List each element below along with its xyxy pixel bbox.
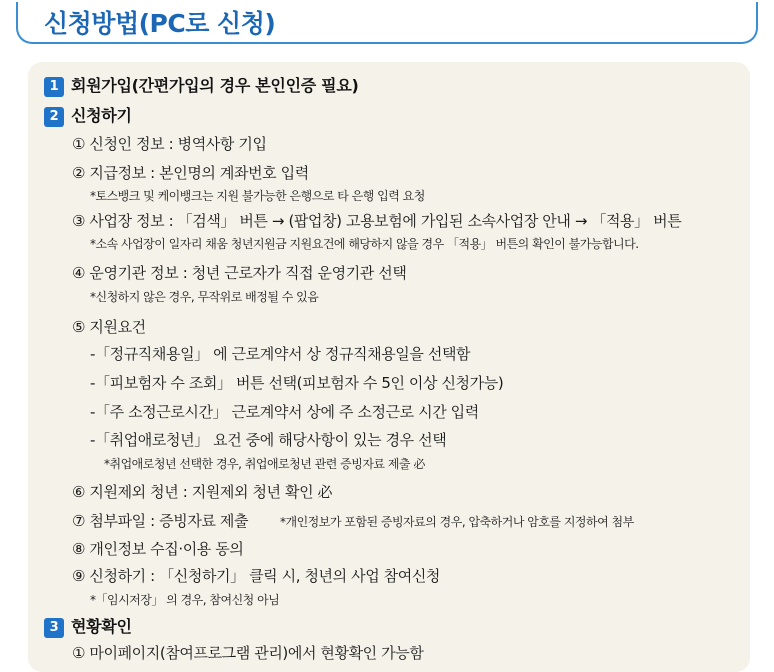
step-8-privacy-consent: ⑧ 개인정보 수집·이용 동의 xyxy=(72,540,244,558)
step-4-operator-info: ④ 운영기관 정보 : 청년 근로자가 직접 운영기관 선택 xyxy=(72,264,407,282)
section-1-label: 회원가입(간편가입의 경우 본인인증 필요) xyxy=(71,76,359,95)
section-2-heading xyxy=(44,103,132,127)
step-3-workplace-info: ③ 사업장 정보 : 「검색」 버튼 → (팝업창) 고용보험에 가입된 소속사업장 안내 → 「적용」 버튼 xyxy=(72,212,682,230)
section-2-number-badge: 2 xyxy=(44,107,64,127)
section-1-number-badge: 1 xyxy=(44,77,64,97)
step-3-note: *소속 사업장이 일자리 채움 청년지원금 지원요건에 해당하지 않을 경우 「적용」 버튼의 확인이 불가능합니다. xyxy=(90,237,639,251)
step-7-attachments: ⑦ 첨부파일 : 증빙자료 제출 xyxy=(72,512,249,530)
step-5-note: *취업애로청년 선택한 경우, 취업애로청년 관련 증빙자료 제출 必 xyxy=(104,457,425,471)
section-1-heading xyxy=(44,73,359,97)
step-5-req-hire-date: -「정규직채용일」 에 근로계약서 상 정규직채용일을 선택함 xyxy=(90,345,471,363)
step-5-req-hard-to-employ: -「취업애로청년」 요건 중에 해당사항이 있는 경우 선택 xyxy=(90,431,447,449)
step-2-payment-info: ② 지급정보 : 본인명의 계좌번호 입력 xyxy=(72,164,309,182)
section-3-number-badge: 3 xyxy=(44,618,64,638)
section-3-label: 현황확인 xyxy=(71,617,132,636)
section-2-label: 신청하기 xyxy=(71,106,132,125)
step-4-note: *신청하지 않은 경우, 무작위로 배정될 수 있음 xyxy=(90,290,319,304)
step-5-req-insured-count: -「피보험자 수 조회」 버튼 선택(피보험자 수 5인 이상 신청가능) xyxy=(90,374,504,392)
step-7-note: *개인정보가 포함된 증빙자료의 경우, 압축하거나 암호를 지정하여 첨부 xyxy=(280,515,634,529)
step-9-note: *「임시저장」 의 경우, 참여신청 아님 xyxy=(90,593,280,607)
step-2-note: *토스뱅크 및 케이뱅크는 지원 불가능한 은행으로 타 은행 입력 요청 xyxy=(90,189,425,203)
step-1-applicant-info: ① 신청인 정보 : 병역사항 기입 xyxy=(72,135,267,153)
step-9-submit: ⑨ 신청하기 : 「신청하기」 클릭 시, 청년의 사업 참여신청 xyxy=(72,567,441,585)
step-5-requirements: ⑤ 지원요건 xyxy=(72,318,146,336)
step-5-req-work-hours: -「주 소정근로시간」 근로계약서 상에 주 소정근로 시간 입력 xyxy=(90,403,479,421)
status-check-step-1: ① 마이페이지(참여프로그램 관리)에서 현황확인 가능함 xyxy=(72,644,424,662)
page-title: 신청방법(PC로 신청) xyxy=(44,9,276,38)
step-6-excluded-youth: ⑥ 지원제외 청년 : 지원제외 청년 확인 必 xyxy=(72,483,333,501)
section-3-heading xyxy=(44,614,132,638)
